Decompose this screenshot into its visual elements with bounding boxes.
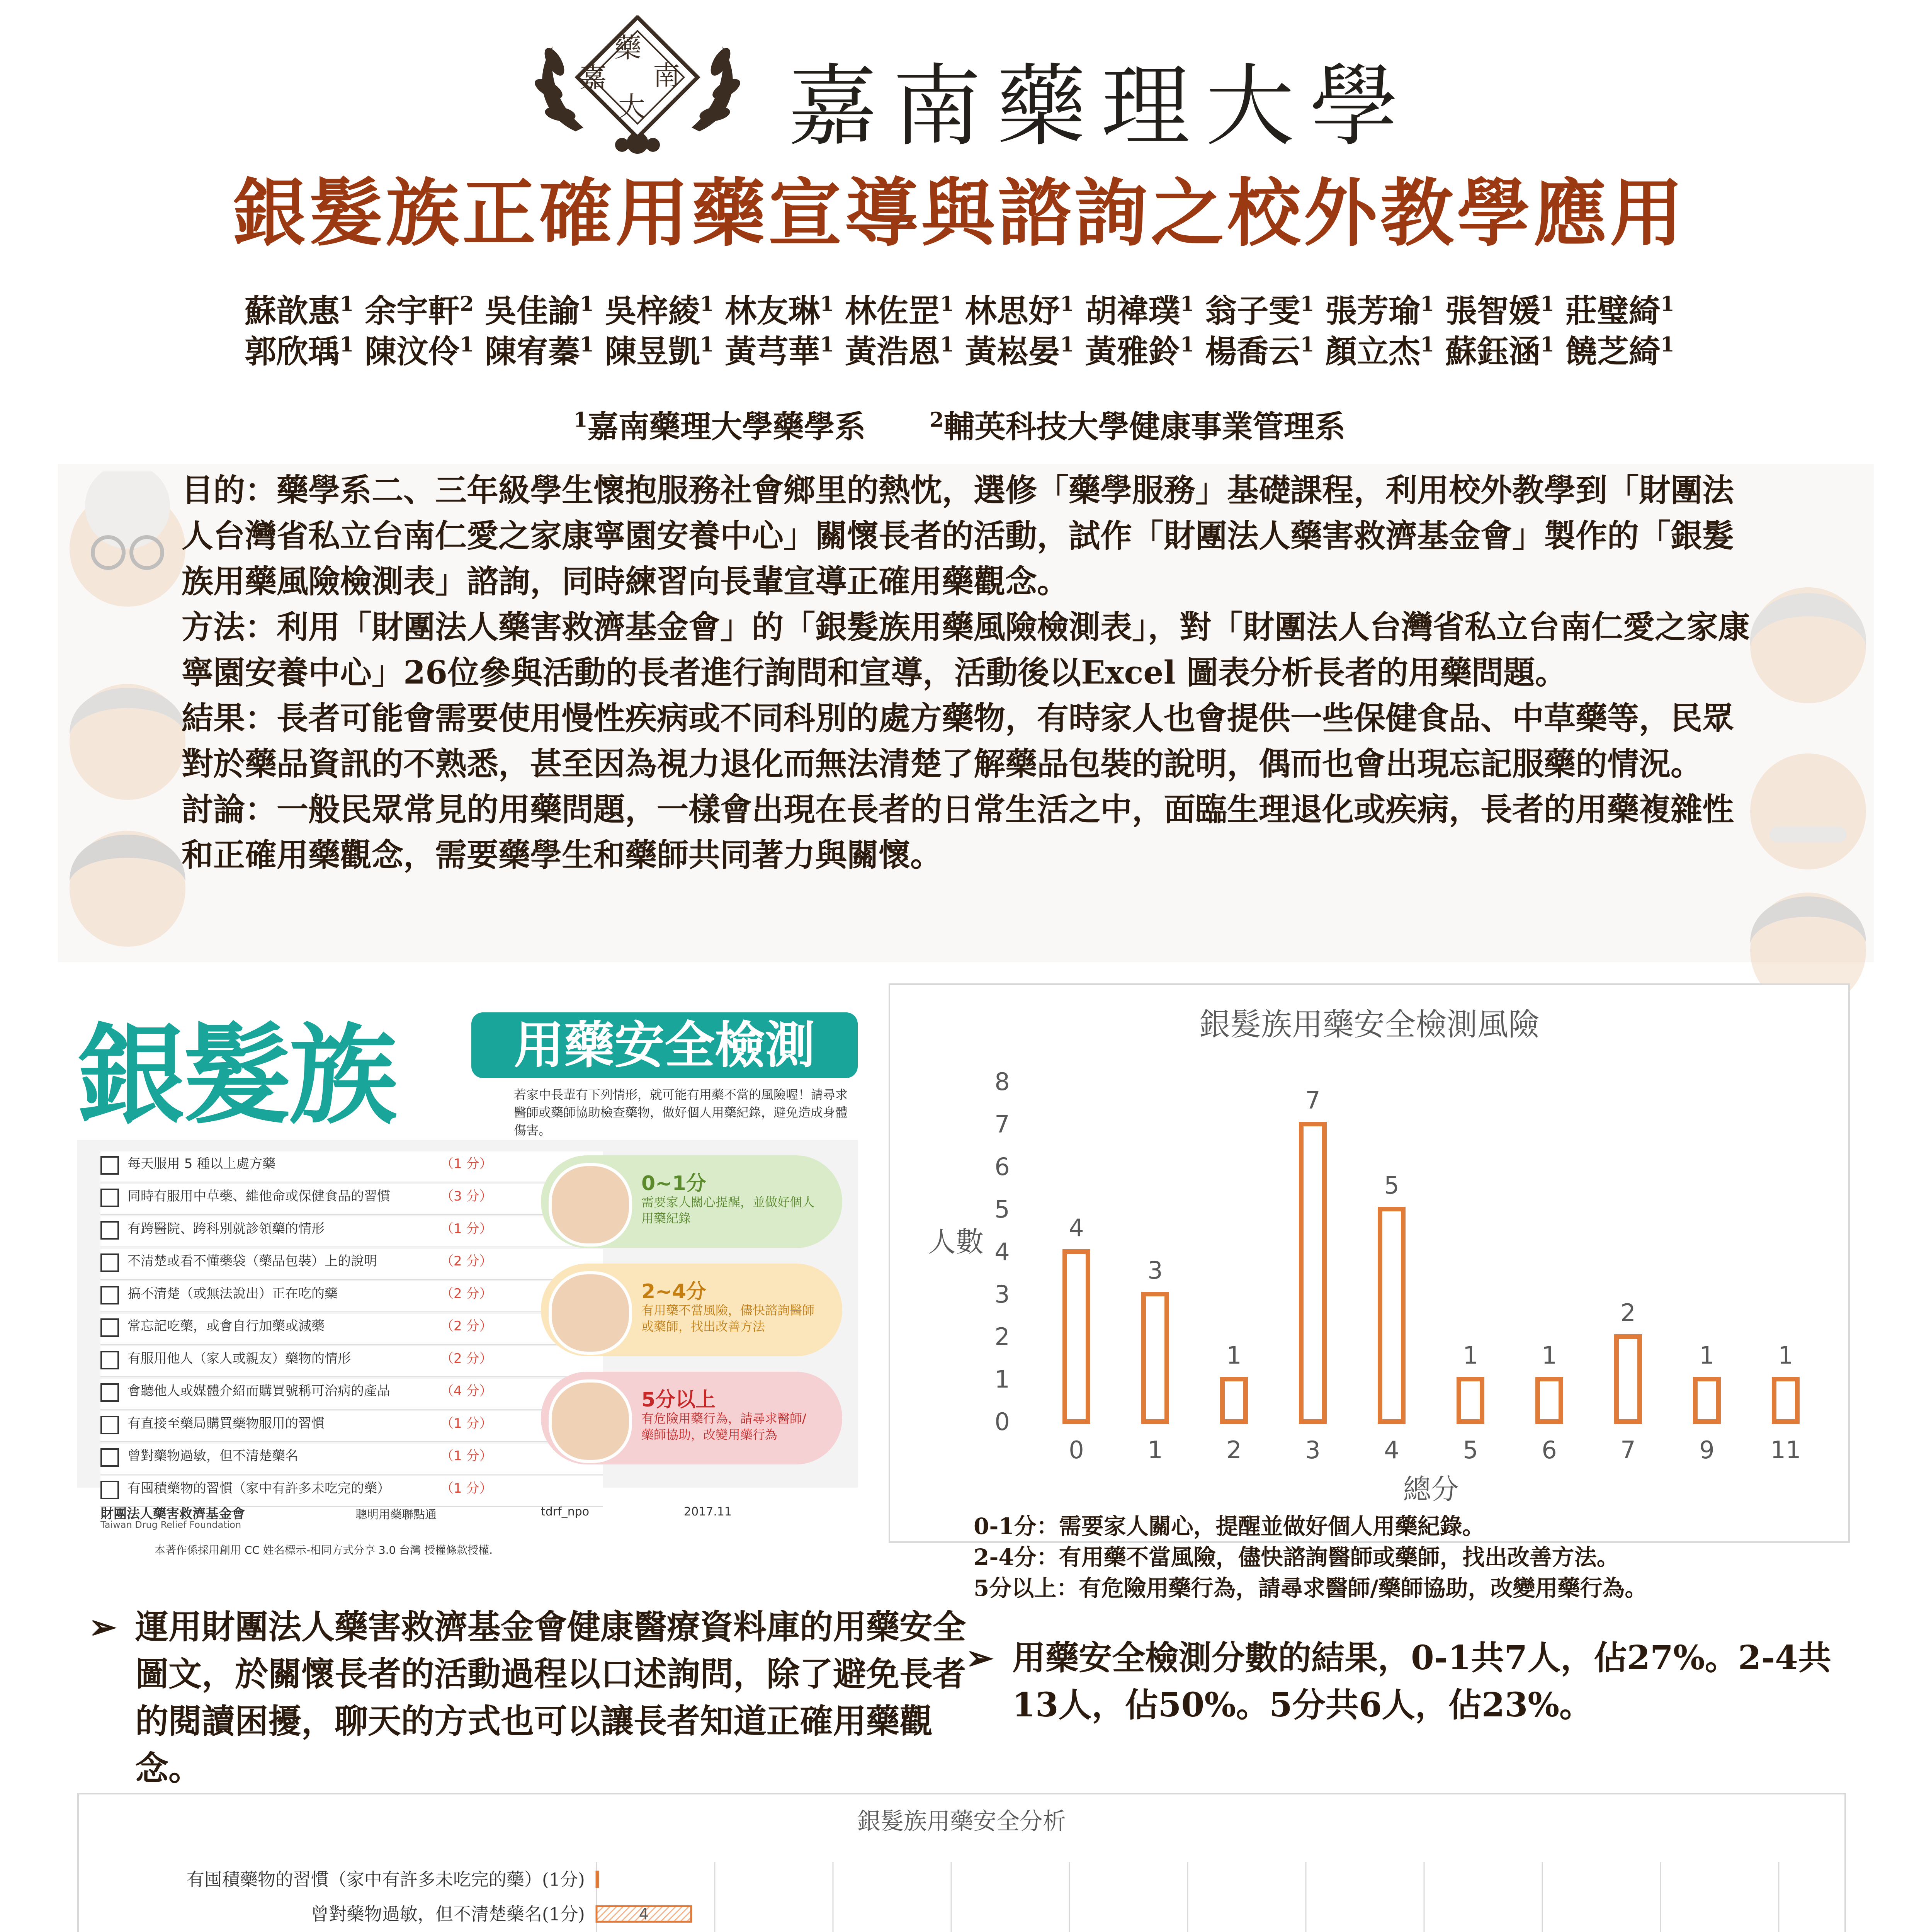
abstract-method: 方法：利用「財團法人藥害救濟基金會」的「銀髮族用藥風險檢測表」，對「財團法人台灣省私立台南仁愛之家康寧園安養中心」26位參與活動的長者進行詢問和宣導，活動後以Excel 圖表分析長者的用藥問題。 bbox=[182, 609, 1750, 691]
checklist-title-big: 銀髮族 bbox=[77, 1013, 395, 1139]
author-name: 林友琳 bbox=[725, 293, 820, 330]
checkbox[interactable] bbox=[100, 1416, 119, 1434]
checklist-row bbox=[100, 1281, 603, 1312]
checklist-item-score: （4 分） bbox=[440, 1383, 493, 1399]
checklist-item-text: 有囤積藥物的習慣（家中有許多未吃完的藥） bbox=[127, 1481, 390, 1496]
logo-char-bottom: 大 bbox=[618, 91, 645, 122]
author-name: 楊喬云 bbox=[1205, 333, 1300, 370]
note-0-1: 0-1分：需要家人關心，提醒並做好個人用藥紀錄。 bbox=[974, 1513, 1485, 1539]
checklist-row bbox=[100, 1314, 603, 1345]
elder-face-icon bbox=[549, 1163, 632, 1247]
author-name: 黃芎華 bbox=[725, 333, 820, 370]
checkbox[interactable] bbox=[100, 1286, 119, 1304]
checklist-item-score: （1 分） bbox=[440, 1221, 493, 1236]
authors-line-1 bbox=[0, 286, 1919, 331]
affiliation-2: 輔英科技大學健康事業管理系 bbox=[943, 408, 1346, 445]
bar-data-label: 1 bbox=[1542, 1341, 1557, 1369]
y-tick-label: 0 bbox=[994, 1408, 1010, 1436]
checkbox[interactable] bbox=[100, 1448, 119, 1467]
checklist-row bbox=[100, 1151, 603, 1182]
x-tick-label: 3 bbox=[1305, 1436, 1321, 1464]
affiliation-1: 嘉南藥理大學藥學系 bbox=[587, 408, 866, 445]
risk-level-card bbox=[541, 1155, 842, 1248]
logo-char-right: 南 bbox=[653, 60, 680, 92]
bar-data-label: 4 bbox=[639, 1905, 649, 1923]
author-affiliation-sup: 1 bbox=[820, 292, 834, 316]
bullet-right bbox=[966, 1634, 1854, 1729]
author-affiliation-sup: 1 bbox=[580, 333, 594, 357]
author-name: 顏立杰 bbox=[1325, 333, 1421, 370]
abstract-result: 結果：長者可能會需要使用慢性疾病或不同科別的處方藥物，有時家人也會提供一些保健食品、中草藥等，民眾對於藥品資訊的不熟悉，甚至因為視力退化而無法清楚了解藥品包裝的說明，偶而也會出現忘記服藥的情況。 bbox=[182, 700, 1734, 782]
author-name: 黃崧晏 bbox=[965, 333, 1060, 370]
bar bbox=[1301, 1124, 1324, 1422]
checklist-item-text: 會聽他人或媒體介紹而購買號稱可治病的產品 bbox=[127, 1383, 390, 1399]
risk-level-card bbox=[541, 1372, 842, 1464]
footer-org-en: Taiwan Drug Relief Foundation bbox=[100, 1519, 241, 1530]
x-tick-label: 9 bbox=[1699, 1436, 1715, 1464]
bar bbox=[1538, 1379, 1561, 1422]
author-name: 黃浩恩 bbox=[845, 333, 940, 370]
abstract-purpose: 目的：藥學系二、三年級學生懷抱服務社會鄉里的熱忱，選修「藥學服務」基礎課程，利用校外教學到「財團法人台灣省私立台南仁愛之家康寧園安養中心」關懷長者的活動，試作「財團法人藥害救濟基金會」製作的「銀髮族用藥風險檢測表」諮詢，同時練習向長輩宣導正確用藥觀念。 bbox=[182, 472, 1734, 600]
affiliations bbox=[0, 402, 1919, 446]
footer-facebook: 聰明用藥聯點通 bbox=[355, 1508, 437, 1522]
checklist-item-text: 不清楚或看不懂藥袋（藥品包裝）上的說明 bbox=[127, 1253, 377, 1269]
author-affiliation-sup: 1 bbox=[820, 333, 834, 357]
bar bbox=[1065, 1252, 1088, 1422]
bar bbox=[1144, 1294, 1167, 1422]
drug-safety-checklist-image bbox=[77, 989, 858, 1596]
y-tick-label: 4 bbox=[994, 1238, 1010, 1266]
x-tick-label: 1 bbox=[1147, 1436, 1163, 1464]
checklist-item-score: （3 分） bbox=[440, 1189, 493, 1204]
bullet-arrow-icon: ➢ bbox=[89, 1607, 117, 1646]
x-tick-label: 7 bbox=[1620, 1436, 1636, 1464]
note-5-plus: 5分以上：有危險用藥行為，請尋求醫師/藥師協助，改變用藥行為。 bbox=[974, 1575, 1647, 1601]
author-name: 饒芝綺 bbox=[1565, 333, 1661, 370]
author-name: 蘇鈺涵 bbox=[1445, 333, 1540, 370]
author-affiliation-sup: 1 bbox=[940, 333, 954, 357]
elder-face-illustration-left-mid bbox=[58, 657, 197, 819]
bar-data-label: 1 bbox=[1699, 1341, 1715, 1369]
checklist-row bbox=[100, 1444, 603, 1475]
elder-face-illustration-left-bottom bbox=[58, 804, 197, 966]
bar-data-label: 1 bbox=[1778, 1341, 1793, 1369]
author-affiliation-sup: 1 bbox=[340, 292, 354, 316]
author-name: 黃雅鈴 bbox=[1085, 333, 1180, 370]
author-affiliation-sup: 1 bbox=[459, 333, 474, 357]
author-affiliation-sup: 1 bbox=[1060, 333, 1074, 357]
risk-levels bbox=[541, 1155, 842, 1480]
author-affiliation-sup: 1 bbox=[700, 333, 714, 357]
x-tick-label: 11 bbox=[1770, 1436, 1801, 1464]
author-name: 莊璧綺 bbox=[1565, 293, 1661, 330]
checklist-row bbox=[100, 1379, 603, 1410]
checklist-item-text: 搞不清楚（或無法說出）正在吃的藥 bbox=[127, 1286, 338, 1301]
checklist-row bbox=[100, 1184, 603, 1215]
checklist-item-text: 曾對藥物過敏，但不清楚藥名 bbox=[127, 1448, 298, 1464]
abstract-discussion: 討論：一般民眾常見的用藥問題，一樣會出現在長者的日常生活之中，面臨生理退化或疾病，長者的用藥複雜性和正確用藥觀念，需要藥學生和藥師共同著力與關懷。 bbox=[182, 791, 1734, 874]
footer-date: 2017.11 bbox=[684, 1505, 732, 1519]
drug-safety-analysis-chart bbox=[77, 1793, 1846, 1932]
x-tick-label: 6 bbox=[1542, 1436, 1557, 1464]
author-affiliation-sup: 1 bbox=[940, 292, 954, 316]
checklist-item-score: （2 分） bbox=[440, 1286, 493, 1301]
checkbox[interactable] bbox=[100, 1189, 119, 1207]
checklist-item-text: 同時有服用中草藥、維他命或保健食品的習慣 bbox=[127, 1189, 390, 1204]
checkbox[interactable] bbox=[100, 1253, 119, 1272]
y-tick-label: 1 bbox=[994, 1365, 1010, 1393]
logo-char-left: 嘉 bbox=[580, 62, 607, 94]
checkbox[interactable] bbox=[100, 1481, 119, 1499]
risk-level-description: 有危險用藥行為，請尋求醫師/藥師協助，改變用藥行為 bbox=[641, 1411, 806, 1442]
author-affiliation-sup: 1 bbox=[1420, 292, 1435, 316]
checkbox[interactable] bbox=[100, 1383, 119, 1402]
checklist-items bbox=[100, 1151, 603, 1509]
x-tick-label: 5 bbox=[1463, 1436, 1478, 1464]
author-affiliation-sup: 1 bbox=[1180, 292, 1194, 316]
bar bbox=[1222, 1379, 1246, 1422]
logo-char-top: 藥 bbox=[614, 32, 641, 64]
y-tick-label: 3 bbox=[994, 1280, 1010, 1308]
checklist-item-score: （2 分） bbox=[440, 1318, 493, 1334]
bar-data-label: 4 bbox=[1069, 1214, 1084, 1242]
checklist-row bbox=[100, 1411, 603, 1442]
author-name: 陳昱凱 bbox=[605, 333, 700, 370]
checkbox[interactable] bbox=[100, 1221, 119, 1240]
checklist-item-score: （1 分） bbox=[440, 1416, 493, 1431]
author-name: 張智媛 bbox=[1445, 293, 1540, 330]
authors-line-2 bbox=[0, 327, 1919, 372]
checklist-intro: 若家中長輩有下列情形，就可能有用藥不當的風險喔！請尋求醫師或藥師協助檢查藥物，做好個人用藥紀錄，避免造成身體傷害。 bbox=[514, 1087, 848, 1138]
author-affiliation-sup: 1 bbox=[580, 292, 594, 316]
bar bbox=[1380, 1209, 1403, 1422]
y-tick-label: 7 bbox=[994, 1110, 1010, 1138]
elder-face-icon bbox=[549, 1379, 632, 1463]
bar-data-label: 1 bbox=[1226, 1341, 1242, 1369]
author-name: 蘇歆惠 bbox=[245, 293, 340, 330]
author-name: 翁子雯 bbox=[1205, 293, 1300, 330]
checklist-item-text: 有服用他人（家人或親友）藥物的情形 bbox=[127, 1351, 351, 1366]
checkbox[interactable] bbox=[100, 1156, 119, 1175]
university-name: 嘉南藥理大學 bbox=[788, 55, 1414, 158]
checklist-item-score: （1 分） bbox=[440, 1156, 493, 1172]
author-name: 張芳瑜 bbox=[1325, 293, 1421, 330]
y-tick-label: 8 bbox=[994, 1068, 1010, 1096]
author-name: 郭欣瑀 bbox=[245, 333, 340, 370]
author-affiliation-sup: 1 bbox=[700, 292, 714, 316]
checklist-item-text: 有直接至藥局購買藥物服用的習慣 bbox=[127, 1416, 325, 1431]
author-name: 林佐罡 bbox=[845, 293, 940, 330]
footer-instagram: tdrf_npo bbox=[541, 1505, 590, 1519]
author-name: 吳佳諭 bbox=[484, 293, 580, 330]
checklist-row bbox=[100, 1346, 603, 1377]
bar bbox=[1695, 1379, 1718, 1422]
author-name: 吳梓綾 bbox=[605, 293, 700, 330]
risk-level-range: 5分以上 bbox=[641, 1388, 716, 1412]
risk-level-range: 2~4分 bbox=[641, 1280, 706, 1303]
bar bbox=[1459, 1379, 1482, 1422]
checkbox[interactable] bbox=[100, 1351, 119, 1369]
y-tick-label: 6 bbox=[994, 1153, 1010, 1181]
risk-level-description: 需要家人關心提醒，並做好個人用藥紀錄 bbox=[641, 1195, 815, 1226]
x-tick-label: 2 bbox=[1226, 1436, 1242, 1464]
elder-face-illustration-right-mid bbox=[1739, 726, 1878, 889]
author-name: 陳宥蓁 bbox=[484, 333, 580, 370]
x-tick-label: 4 bbox=[1384, 1436, 1399, 1464]
bar-data-label: 1 bbox=[1463, 1341, 1478, 1369]
checklist-item-score: （2 分） bbox=[440, 1253, 493, 1269]
author-affiliation-sup: 1 bbox=[1060, 292, 1074, 316]
author-name: 胡褘璞 bbox=[1085, 293, 1180, 330]
bullet-left-text: 運用財團法人藥害救濟基金會健康醫療資料庫的用藥安全圖文，於關懷長者的活動過程以口述詢問，除了避免長者的閱讀困擾，聊天的方式也可以讓長者知道正確用藥觀念。 bbox=[135, 1607, 966, 1788]
x-tick-label: 0 bbox=[1069, 1436, 1084, 1464]
author-name: 余宇軒 bbox=[364, 293, 460, 330]
affiliation-2-sup: 2 bbox=[930, 408, 944, 432]
bar bbox=[1774, 1379, 1797, 1422]
bar-data-label: 5 bbox=[1384, 1171, 1399, 1199]
elder-face-icon bbox=[549, 1271, 632, 1355]
affiliation-1-sup: 1 bbox=[573, 408, 588, 432]
author-affiliation-sup: 2 bbox=[459, 292, 474, 316]
note-2-4: 2-4分：有用藥不當風險，儘快諮詢醫師或藥師，找出改善方法。 bbox=[974, 1544, 1619, 1570]
author-affiliation-sup: 1 bbox=[1300, 333, 1314, 357]
author-affiliation-sup: 1 bbox=[1540, 333, 1555, 357]
bar-data-label: 7 bbox=[1305, 1086, 1321, 1114]
risk-level-range: 0~1分 bbox=[641, 1172, 706, 1195]
bar-data-label: 3 bbox=[1147, 1256, 1163, 1284]
author-affiliation-sup: 1 bbox=[1300, 292, 1314, 316]
bar bbox=[597, 1872, 598, 1887]
author-affiliation-sup: 1 bbox=[1180, 333, 1194, 357]
footer-license: 本著作係採用創用 CC 姓名標示-相同方式分享 3.0 台灣 授權條款授權. bbox=[155, 1544, 493, 1556]
y-axis-label: 人數 bbox=[928, 1226, 984, 1258]
y-category-label: 有囤積藥物的習慣（家中有許多未吃完的藥）(1分) bbox=[186, 1869, 585, 1890]
author-name: 林思妤 bbox=[965, 293, 1060, 330]
footer-org: 財團法人藥害救濟基金會 bbox=[100, 1506, 245, 1522]
risk-level-card bbox=[541, 1264, 842, 1356]
risk-score-notes bbox=[974, 1511, 1647, 1604]
bullet-right-text: 用藥安全檢測分數的結果，0-1共7人，佔27%。2-4共13人，佔50%。5分共6人，佔23%。 bbox=[1012, 1638, 1831, 1725]
y-category-label: 曾對藥物過敏，但不清楚藥名(1分) bbox=[311, 1903, 585, 1925]
checklist-item-score: （1 分） bbox=[440, 1448, 493, 1464]
x-axis-label: 總分 bbox=[1403, 1473, 1459, 1505]
checklist-title-small: 用藥安全檢測 bbox=[471, 1012, 858, 1078]
checklist-row bbox=[100, 1249, 603, 1280]
checklist-item-score: （1 分） bbox=[440, 1481, 493, 1496]
bullet-arrow-icon: ➢ bbox=[966, 1638, 994, 1677]
abstract bbox=[182, 468, 1750, 878]
checklist-row bbox=[100, 1476, 603, 1507]
poster-title: 銀髮族正確用藥宣導與諮詢之校外教學應用 bbox=[233, 170, 1686, 256]
checklist-item-score: （2 分） bbox=[440, 1351, 493, 1366]
checklist-item-text: 每天服用 5 種以上處方藥 bbox=[127, 1156, 276, 1172]
checkbox[interactable] bbox=[100, 1318, 119, 1337]
author-affiliation-sup: 1 bbox=[1420, 333, 1435, 357]
elder-face-illustration-left-top bbox=[58, 471, 197, 634]
risk-level-description: 有用藥不當風險，儘快諮詢醫師或藥師，找出改善方法 bbox=[641, 1303, 815, 1334]
bar-data-label: 2 bbox=[1620, 1299, 1636, 1327]
chart-title: 銀髮族用藥安全分析 bbox=[857, 1808, 1066, 1835]
checklist-row bbox=[100, 1216, 603, 1247]
y-tick-label: 5 bbox=[994, 1195, 1010, 1223]
author-affiliation-sup: 1 bbox=[1660, 333, 1674, 357]
author-name: 陳汶伶 bbox=[364, 333, 460, 370]
author-affiliation-sup: 1 bbox=[1540, 292, 1555, 316]
y-tick-label: 2 bbox=[994, 1323, 1010, 1351]
checklist-item-text: 常忘記吃藥，或會自行加藥或減藥 bbox=[127, 1318, 325, 1334]
bar bbox=[1616, 1337, 1640, 1422]
author-affiliation-sup: 1 bbox=[340, 333, 354, 357]
author-affiliation-sup: 1 bbox=[1660, 292, 1674, 316]
checklist-item-text: 有跨醫院、跨科別就診領藥的情形 bbox=[127, 1221, 325, 1236]
bullet-left bbox=[89, 1604, 970, 1792]
chart-title: 銀髮族用藥安全檢測風險 bbox=[1199, 1007, 1539, 1043]
risk-score-bar-chart bbox=[889, 983, 1850, 1543]
elder-face-illustration-right-top bbox=[1739, 560, 1878, 723]
